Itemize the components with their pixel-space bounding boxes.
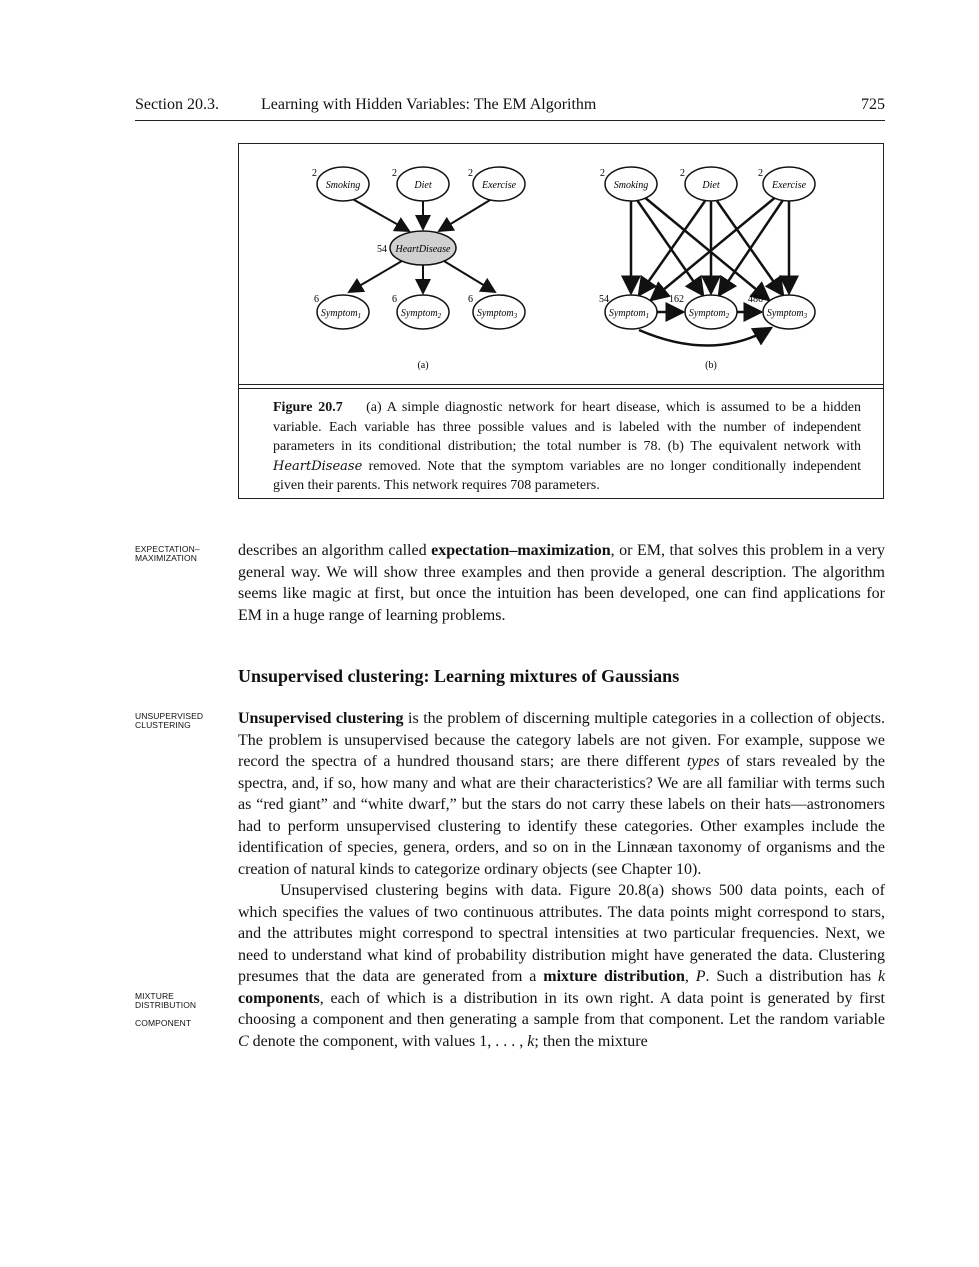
figure-20-7: [238, 143, 884, 499]
section-number: Section 20.3.: [135, 96, 219, 113]
caption-text-2: removed. Note that the symptom variables are no longer conditionally independent given their parents. This network requires 708 parameters.: [273, 458, 862, 493]
margin-note-line: MAXIMIZATION: [135, 553, 197, 563]
param-smoking-a: 2: [312, 168, 317, 179]
margin-note-line: UNSUPERVISED: [135, 711, 204, 721]
label-diet-b: Diet: [702, 180, 720, 191]
param-symptom3-b: 486: [748, 294, 763, 305]
param-smoking-b: 2: [600, 168, 605, 179]
label-diet-a: Diet: [414, 180, 432, 191]
caption-text-1: (a) A simple diagnostic network for heart disease, which is assumed to be a hidden variable. Each variable has three possible values and is labeled with the number of independent parameters in its conditional distribution; the total number is 78. (b) The equivalent network with: [273, 400, 862, 454]
term-clustering: Unsupervised clustering: [238, 710, 404, 727]
param-symptom2-b: 162: [669, 294, 684, 305]
caption-label: Figure 20.7: [273, 400, 343, 415]
text-run: denote the component, with values 1, . . . ,: [252, 1032, 524, 1050]
text-run: Unsupervised clustering begins with data. Figure 20.8(a) shows 500 data points, each of which specifies the values of two continuous attributes. The data points might correspond to stars, and the attributes might correspond to spectral intensities at two particular frequencies. Next, we need to understand what kind of probability distribution might have generated the data. Clustering presumes that the data are generated from a: [238, 882, 885, 985]
panel-a-label: (a): [417, 360, 429, 371]
body-text: [238, 708, 885, 1052]
text-run: is the problem of discerning multiple categories in a collection of objects. The problem is unsupervised because the category labels are not given. For example, suppose we record the spectra of a hundred thousand stars; are there different: [238, 710, 885, 770]
param-symptom3-a: 6: [468, 294, 473, 305]
param-diet-b: 2: [680, 168, 685, 179]
term-components: components: [238, 989, 320, 1007]
label-symptom3-b: Symptom$_3$: [766, 308, 808, 320]
text-run: . Such a distribution has: [705, 968, 872, 985]
param-symptom2-a: 6: [392, 294, 397, 305]
text-run: , each of which is a distribution in its own right. A data point is generated by first choosing a component and then generating a sample from that component. Let the random variable: [238, 989, 885, 1028]
math-var: k: [527, 1032, 535, 1050]
margin-note-uc: [135, 712, 230, 730]
text-run: ,: [684, 968, 689, 985]
label-smoking-a: Smoking: [325, 180, 361, 191]
network-diagrams: [239, 144, 885, 384]
text-run: ; then the mixture: [534, 1032, 648, 1050]
term-mixture: mixture distribution: [543, 968, 685, 985]
param-diet-a: 2: [392, 168, 397, 179]
text-run: types: [686, 753, 720, 770]
param-exercise-a: 2: [468, 168, 473, 179]
subsection-heading: Unsupervised clustering: Learning mixtures of Gaussians: [238, 666, 680, 686]
section-title: Learning with Hidden Variables: The EM Algorithm: [261, 96, 597, 113]
math-var: C: [238, 1032, 249, 1050]
math-var: k: [877, 968, 886, 985]
label-symptom2-b: Symptom$_2$: [688, 308, 730, 320]
label-symptom1-a: Symptom$_1$: [320, 308, 362, 320]
label-symptom2-a: Symptom$_2$: [400, 308, 442, 320]
caption-rule-top: [239, 384, 883, 385]
param-exercise-b: 2: [758, 168, 763, 179]
param-symptom1-b: 54: [599, 294, 609, 305]
label-exercise-a: Exercise: [481, 180, 517, 191]
caption-rule-bottom: [239, 388, 883, 389]
label-symptom1-b: Symptom$_1$: [608, 308, 650, 320]
margin-note-comp: COMPONENT: [135, 1018, 192, 1028]
paragraph-em-intro: [238, 540, 885, 626]
paragraph-mixture: [238, 880, 885, 1052]
margin-note-line: DISTRIBUTION: [135, 1000, 197, 1010]
figure-caption: [273, 398, 861, 496]
paragraph-clustering: [238, 708, 885, 880]
label-exercise-b: Exercise: [771, 180, 807, 191]
text-run: of stars revealed by the spectra, and, if so, how many and what are their characteristics? We are all familiar with terms such as “red giant” and “white dwarf,” but the stars do not carry these labels on their hats—astronomers had to perform unsupervised clustering to identify these categories. Other examples include the identification of species, genera, orders, and so on in the Linnæan taxonomy of organisms and the creation of natural kinds to categorize ordinary objects (see Chapter 10).: [238, 753, 886, 878]
running-header: [135, 96, 885, 121]
page-number: 725: [861, 96, 885, 113]
margin-note-md: [135, 992, 230, 1010]
margin-note-em: [135, 545, 230, 563]
math-var: P: [695, 968, 706, 985]
caption-math: HeartDisease: [273, 458, 363, 474]
param-symptom1-a: 6: [314, 294, 319, 305]
margin-note-line: MIXTURE: [135, 991, 174, 1001]
text-run: , or EM, that solves this problem in a very general way. We will show three examples and then provide a general description. The algorithm seems like magic at first, but once the intuition has been developed, one can find applications for EM in a huge range of learning problems.: [238, 542, 886, 624]
label-smoking-b: Smoking: [613, 180, 649, 191]
label-symptom3-a: Symptom$_3$: [476, 308, 518, 320]
margin-note-line: EXPECTATION–: [135, 544, 200, 554]
margin-note-line: CLUSTERING: [135, 720, 191, 730]
panel-b-label: (b): [705, 360, 717, 371]
param-heartdisease: 54: [377, 244, 387, 255]
text-run: describes an algorithm called: [238, 542, 427, 559]
label-heartdisease: HeartDisease: [395, 244, 451, 255]
term-em: expectation–maximization: [431, 542, 611, 559]
